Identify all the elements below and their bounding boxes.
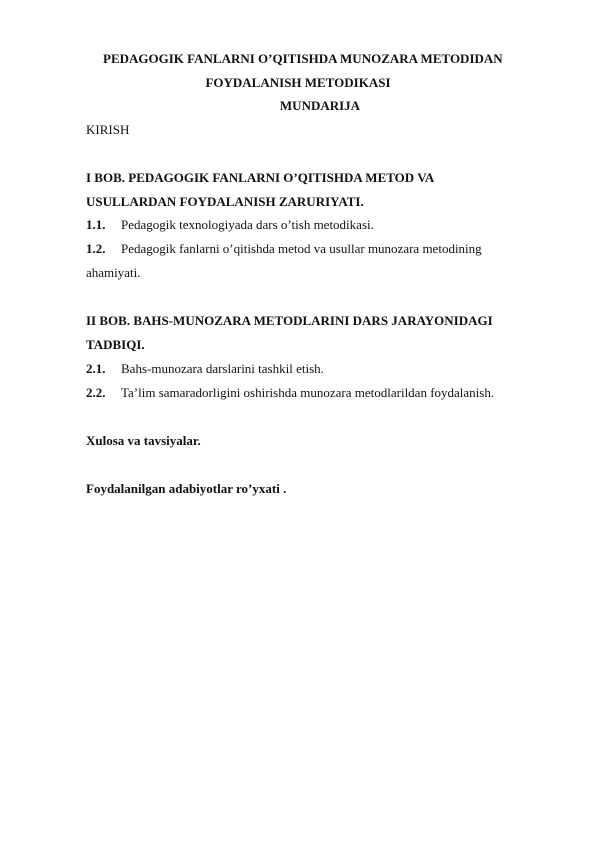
section-number: 1.1. <box>86 217 106 232</box>
title-line-2: FOYDALANISH METODIKASI <box>205 75 391 90</box>
chapter-2-title-line-1: II BOB. BAHS-MUNOZARA METODLARINI DARS JARAYONIDAGI <box>86 313 493 328</box>
toc-entry-references: Foydalanilgan adabiyotlar ro’yxati . <box>86 481 287 496</box>
section-number: 2.2. <box>86 385 106 400</box>
toc-entry-section <box>86 360 324 378</box>
toc-entry-section <box>86 384 494 402</box>
section-title: Pedagogik texnologiyada dars o’tish metodikasi. <box>121 217 374 232</box>
toc-entry-section <box>86 240 482 258</box>
toc-entry-conclusion: Xulosa va tavsiyalar. <box>86 433 201 448</box>
section-number: 2.1. <box>86 361 106 376</box>
section-number: 1.2. <box>86 241 106 256</box>
toc-entry-introduction: KIRISH <box>86 122 130 137</box>
chapter-1-title-line-1: I BOB. PEDAGOGIK FANLARNI O’QITISHDA METOD VA <box>86 170 435 185</box>
contents-heading: MUNDARIJA <box>279 98 361 113</box>
section-title-continuation: ahamiyati. <box>86 265 141 280</box>
toc-entry-section <box>86 216 374 234</box>
title-line-1: PEDAGOGIK FANLARNI O’QITISHDA MUNOZARA METODIDAN <box>103 51 503 66</box>
section-title: Bahs-munozara darslarini tashkil etish. <box>121 361 324 376</box>
section-title: Ta’lim samaradorligini oshirishda munozara metodlarildan foydalanish. <box>121 385 495 400</box>
section-title: Pedagogik fanlarni o’qitishda metod va usullar munozara metodining <box>121 241 482 256</box>
chapter-2-title-line-2: TADBIQI. <box>86 337 145 352</box>
chapter-1-title-line-2: USULLARDAN FOYDALANISH ZARURIYATI. <box>86 194 364 209</box>
